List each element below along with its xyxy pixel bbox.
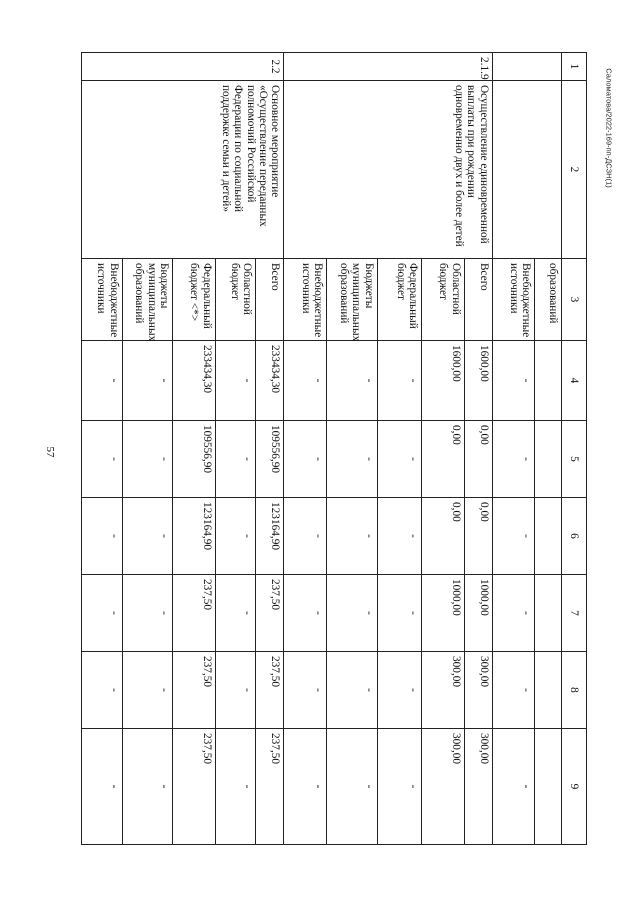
- value-cell: -: [284, 421, 327, 498]
- item-number: 2.2: [82, 53, 284, 81]
- value-cell: -: [122, 498, 173, 575]
- program-funding-table: [81, 52, 587, 845]
- value-cell: -: [284, 498, 327, 575]
- value-cell: -: [82, 341, 123, 421]
- value-cell: 123164,90: [173, 498, 216, 575]
- value-cell: -: [215, 652, 255, 729]
- header-cell: 6: [561, 498, 586, 575]
- table-row: [256, 53, 284, 845]
- value-cell: 1600,00: [464, 341, 492, 421]
- funding-source: Федеральный бюджет: [377, 259, 422, 341]
- value-cell: -: [492, 341, 535, 421]
- header-cell: 3: [561, 259, 586, 341]
- value-cell: 237,50: [256, 652, 284, 729]
- value-cell: -: [492, 421, 535, 498]
- value-cell: 237,50: [173, 652, 216, 729]
- header-row: [561, 53, 586, 845]
- value-cell: 300,00: [464, 652, 492, 729]
- funding-source: образований: [535, 259, 561, 341]
- value-cell: -: [122, 575, 173, 652]
- item-name: Основное мероприятие «Осуществление переданных полномочий Российской Федерации по социальной поддержке семьи и детей»: [82, 81, 284, 259]
- value-cell: 109556,90: [173, 421, 216, 498]
- table-landscape-frame: [81, 52, 587, 844]
- value-cell: -: [326, 498, 377, 575]
- value-cell: -: [326, 341, 377, 421]
- value-cell: -: [492, 498, 535, 575]
- rotated-table-container: [81, 52, 587, 844]
- table-row: [464, 53, 492, 845]
- header-cell: 5: [561, 421, 586, 498]
- value-cell: -: [377, 498, 422, 575]
- value-cell: 0,00: [464, 421, 492, 498]
- item-name: Осуществление единовременной выплаты при рождении одновременно двух и более детей: [284, 81, 492, 259]
- value-cell: 1000,00: [422, 575, 465, 652]
- value-cell: -: [377, 575, 422, 652]
- value-cell: -: [215, 421, 255, 498]
- value-cell: -: [492, 729, 535, 845]
- value-cell: -: [215, 498, 255, 575]
- item-number: 2.1.9: [284, 53, 492, 81]
- value-cell: -: [122, 341, 173, 421]
- header-cell: 8: [561, 652, 586, 729]
- page-number: 57: [44, 446, 56, 458]
- value-cell: -: [284, 652, 327, 729]
- funding-source: Внебюджетные источники: [284, 259, 327, 341]
- value-cell: 300,00: [422, 729, 465, 845]
- funding-source: Областной бюджет: [215, 259, 255, 341]
- funding-source: Областной бюджет: [422, 259, 465, 341]
- value-cell: 300,00: [464, 729, 492, 845]
- value-cell: -: [377, 341, 422, 421]
- value-cell: -: [377, 421, 422, 498]
- value-cell: 0,00: [464, 498, 492, 575]
- header-cell: 4: [561, 341, 586, 421]
- value-cell: 1600,00: [422, 341, 465, 421]
- value-cell: 0,00: [422, 498, 465, 575]
- value-cell: -: [122, 729, 173, 845]
- value-cell: -: [215, 729, 255, 845]
- value-cell: -: [377, 652, 422, 729]
- value-cell: -: [284, 575, 327, 652]
- value-cell: -: [284, 729, 327, 845]
- value-cell: 237,50: [173, 729, 216, 845]
- value-cell: 237,50: [256, 729, 284, 845]
- value-cell: -: [326, 729, 377, 845]
- funding-source: Всего: [464, 259, 492, 341]
- funding-source: Бюджеты муниципальных образований: [122, 259, 173, 341]
- value-cell: 237,50: [256, 575, 284, 652]
- value-cell: 233434,30: [256, 341, 284, 421]
- value-cell: 237,50: [173, 575, 216, 652]
- header-cell: 7: [561, 575, 586, 652]
- value-cell: -: [326, 575, 377, 652]
- value-cell: -: [326, 421, 377, 498]
- funding-source: Внебюджетные источники: [492, 259, 535, 341]
- value-cell: -: [492, 575, 535, 652]
- value-cell: -: [82, 652, 123, 729]
- value-cell: -: [82, 729, 123, 845]
- value-cell: -: [82, 498, 123, 575]
- header-cell: 1: [561, 53, 586, 81]
- value-cell: 1000,00: [464, 575, 492, 652]
- header-cell: 2: [561, 81, 586, 259]
- value-cell: -: [492, 652, 535, 729]
- value-cell: 233434,30: [173, 341, 216, 421]
- value-cell: -: [377, 729, 422, 845]
- value-cell: -: [284, 341, 327, 421]
- table-row: [535, 53, 561, 845]
- funding-source: Федеральный бюджет <*>: [173, 259, 216, 341]
- value-cell: -: [215, 575, 255, 652]
- value-cell: 300,00: [422, 652, 465, 729]
- value-cell: -: [122, 421, 173, 498]
- funding-source: Внебюджетные источники: [82, 259, 123, 341]
- document-code: Саломатова/2022-169-пп-ДСЗН(1): [604, 68, 614, 188]
- value-cell: -: [82, 575, 123, 652]
- value-cell: -: [122, 652, 173, 729]
- funding-source: Всего: [256, 259, 284, 341]
- value-cell: 109556,90: [256, 421, 284, 498]
- value-cell: -: [326, 652, 377, 729]
- funding-source: Бюджеты муниципальных образований: [326, 259, 377, 341]
- header-cell: 9: [561, 729, 586, 845]
- value-cell: 0,00: [422, 421, 465, 498]
- value-cell: 123164,90: [256, 498, 284, 575]
- value-cell: -: [82, 421, 123, 498]
- value-cell: -: [215, 341, 255, 421]
